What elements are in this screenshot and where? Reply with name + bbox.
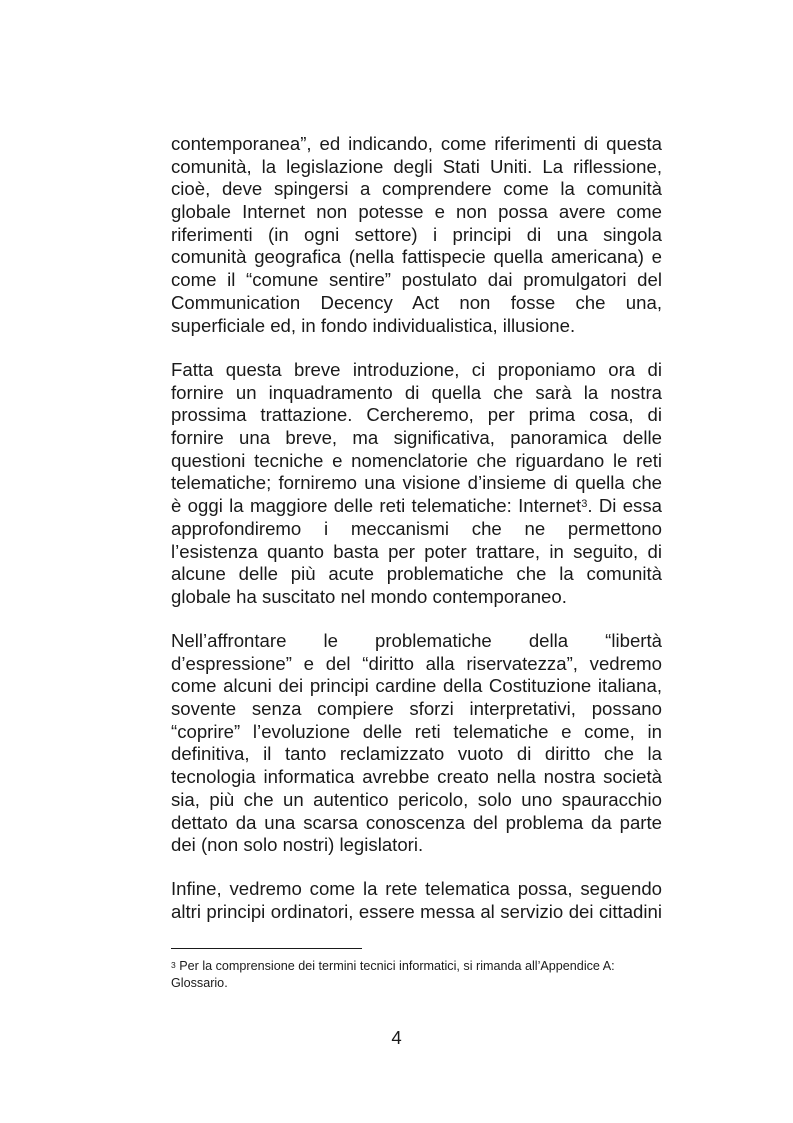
footnote-mark: 3 xyxy=(171,960,176,970)
footnote xyxy=(171,958,662,991)
text-line: contemporanea”, ed indicando, come riferimenti di questa xyxy=(171,133,662,154)
text-line: dei (non solo nostri) legislatori. xyxy=(171,834,424,856)
text-line: globale ha suscitato nel mondo contemporaneo. xyxy=(171,585,567,607)
paragraph-4 xyxy=(171,878,662,923)
text-line: definitiva, il tanto reclamizzato vuoto di diritto che la xyxy=(171,743,662,765)
text-line: dettato da una scarsa conoscenza del problema da parte xyxy=(171,811,662,833)
paragraph-2 xyxy=(171,359,662,609)
text-line: telematiche; forniremo una visione d’insieme di quella che xyxy=(171,472,662,494)
text-line: come il “comune sentire” postulato dai promulgatori del xyxy=(171,269,662,291)
text-segment: è oggi la maggiore delle reti telematiche: Internet xyxy=(171,495,582,517)
text-line: cioè, deve spingersi a comprendere come la comunità xyxy=(171,178,662,200)
paragraph-1 xyxy=(171,133,662,337)
text-line: fornire una breve, ma significativa, panoramica delle xyxy=(171,427,662,449)
footnote-divider xyxy=(171,948,362,949)
footnote-reference[interactable]: 3 xyxy=(581,498,588,511)
text-line: comunità, la legislazione degli Stati Uniti. La riflessione, xyxy=(171,155,662,177)
text-line-with-footnote-ref xyxy=(171,495,662,518)
text-line: comunità geografica (nella fattispecie quella americana) e xyxy=(171,246,662,268)
text-line: Infine, vedremo come la rete telematica possa, seguendo xyxy=(171,878,662,899)
text-line: alcune delle più acute problematiche che la comunità xyxy=(171,563,662,585)
text-line: approfondiremo i meccanismi che ne permettono xyxy=(171,517,662,539)
paragraph-3 xyxy=(171,630,662,857)
text-line: prossima trattazione. Cercheremo, per prima cosa, di xyxy=(171,404,662,426)
text-line: questioni tecniche e nomenclatorie che riguardano le reti xyxy=(171,449,662,471)
text-line: Fatta questa breve introduzione, ci proponiamo ora di xyxy=(171,359,662,380)
text-line: sia, più che un autentico pericolo, solo uno spauracchio xyxy=(171,788,662,810)
text-line: altri principi ordinatori, essere messa al servizio dei cittadini xyxy=(171,900,662,922)
text-line: come alcuni dei principi cardine della Costituzione italiana, xyxy=(171,675,662,697)
footnote-line: Glossario. xyxy=(171,975,228,990)
footnote-line xyxy=(171,958,662,975)
text-line: Communication Decency Act non fosse che una, xyxy=(171,291,662,313)
text-line: fornire un inquadramento di quella che sarà la nostra xyxy=(171,381,662,403)
page-number: 4 xyxy=(391,1027,402,1048)
text-line: tecnologia informatica avrebbe creato nella nostra società xyxy=(171,766,662,788)
text-line: “coprire” l’evoluzione delle reti telematiche e come, in xyxy=(171,720,662,742)
footnote-text: Per la comprensione dei termini tecnici informatici, si rimanda all’Appendice A: xyxy=(175,959,615,973)
text-line: superficiale ed, in fondo individualistica, illusione. xyxy=(171,314,576,336)
text-line: Nell’affrontare le problematiche della “libertà xyxy=(171,630,662,651)
text-segment: . Di essa xyxy=(587,495,662,517)
text-line: riferimenti (in ogni settore) i principi di una singola xyxy=(171,223,662,245)
text-line: d’espressione” e del “diritto alla riservatezza”, vedremo xyxy=(171,652,662,674)
text-line: sovente senza compiere sforzi interpretativi, possano xyxy=(171,698,662,720)
text-line: globale Internet non potesse e non possa avere come xyxy=(171,201,662,223)
text-line: l’esistenza quanto basta per poter trattare, in seguito, di xyxy=(171,540,662,562)
